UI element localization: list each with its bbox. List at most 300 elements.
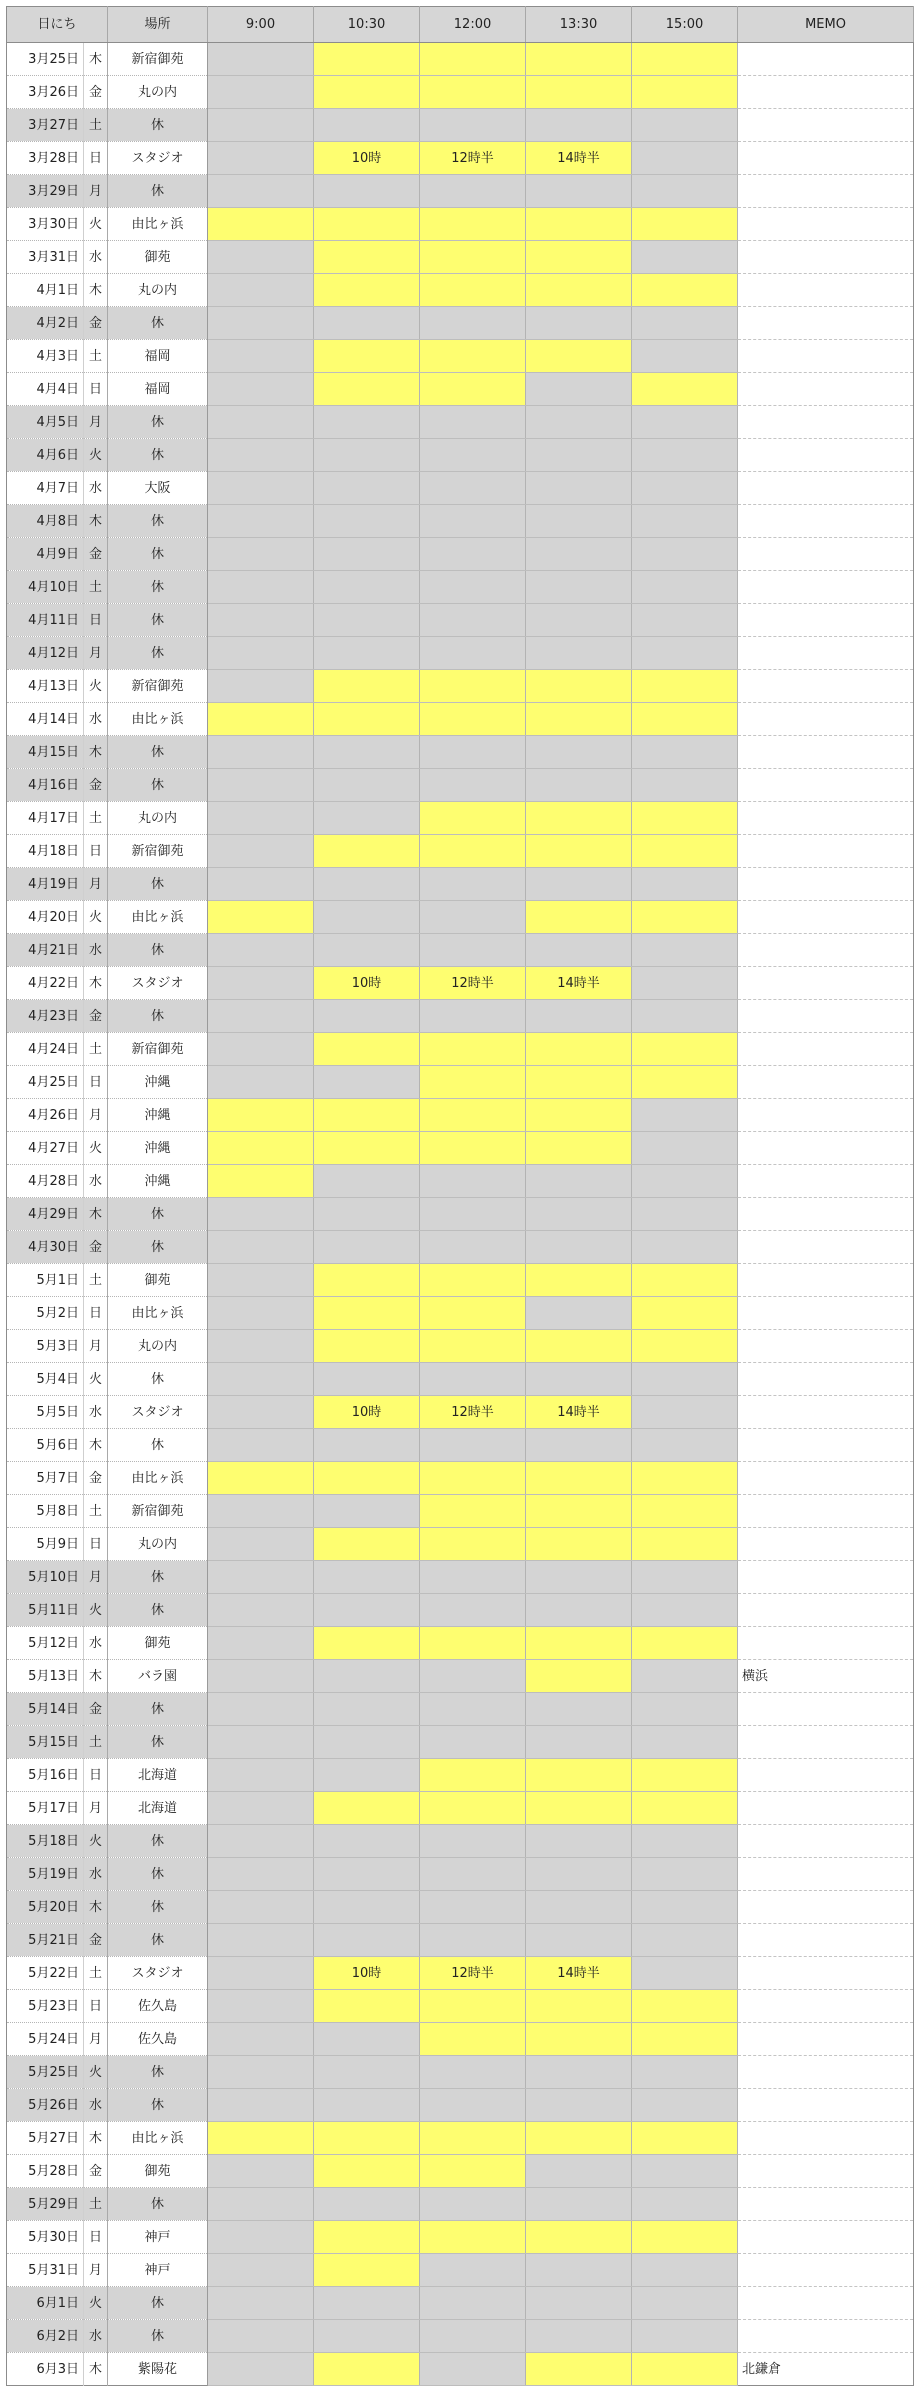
slot-1330[interactable] (526, 1198, 632, 1231)
slot-1330[interactable] (526, 2353, 632, 2386)
place-cell[interactable]: 紫陽花 (108, 2353, 208, 2386)
slot-1030[interactable] (314, 1858, 420, 1891)
slot-0900[interactable] (208, 1198, 314, 1231)
slot-1030[interactable] (314, 736, 420, 769)
slot-0900[interactable] (208, 769, 314, 802)
date-cell[interactable]: 5月26日 (7, 2089, 84, 2122)
memo-cell[interactable] (738, 835, 914, 868)
slot-1200[interactable] (420, 1330, 526, 1363)
place-cell[interactable]: 由比ヶ浜 (108, 901, 208, 934)
slot-1200[interactable] (420, 1792, 526, 1825)
place-cell[interactable]: 休 (108, 769, 208, 802)
date-cell[interactable]: 4月2日 (7, 307, 84, 340)
slot-0900[interactable] (208, 1264, 314, 1297)
slot-1330[interactable] (526, 835, 632, 868)
slot-1200[interactable] (420, 1099, 526, 1132)
place-cell[interactable]: 休 (108, 1924, 208, 1957)
weekday-cell[interactable]: 月 (84, 1792, 108, 1825)
place-cell[interactable]: 休 (108, 1693, 208, 1726)
memo-cell[interactable] (738, 1165, 914, 1198)
place-cell[interactable]: 佐久島 (108, 2023, 208, 2056)
date-cell[interactable]: 4月13日 (7, 670, 84, 703)
slot-1200[interactable] (420, 1231, 526, 1264)
slot-1500[interactable] (632, 1066, 738, 1099)
slot-1330[interactable] (526, 769, 632, 802)
slot-1330[interactable] (526, 472, 632, 505)
date-cell[interactable]: 5月20日 (7, 1891, 84, 1924)
slot-1030[interactable] (314, 1132, 420, 1165)
slot-1500[interactable] (632, 1990, 738, 2023)
date-cell[interactable]: 5月25日 (7, 2056, 84, 2089)
date-cell[interactable]: 5月19日 (7, 1858, 84, 1891)
place-cell[interactable]: 休 (108, 1231, 208, 1264)
memo-cell[interactable]: 北鎌倉 (738, 2353, 914, 2386)
slot-1030[interactable] (314, 637, 420, 670)
place-cell[interactable]: 休 (108, 637, 208, 670)
place-cell[interactable]: バラ園 (108, 1660, 208, 1693)
slot-0900[interactable] (208, 406, 314, 439)
slot-0900[interactable] (208, 1891, 314, 1924)
slot-1330[interactable] (526, 736, 632, 769)
slot-0900[interactable] (208, 1594, 314, 1627)
memo-cell[interactable] (738, 538, 914, 571)
slot-1500[interactable] (632, 2353, 738, 2386)
slot-1200[interactable] (420, 571, 526, 604)
slot-1330[interactable] (526, 1495, 632, 1528)
memo-cell[interactable] (738, 1231, 914, 1264)
memo-cell[interactable] (738, 1561, 914, 1594)
memo-cell[interactable] (738, 868, 914, 901)
slot-1500[interactable] (632, 241, 738, 274)
memo-cell[interactable] (738, 604, 914, 637)
slot-1200[interactable] (420, 1132, 526, 1165)
memo-cell[interactable] (738, 274, 914, 307)
slot-1330[interactable] (526, 1099, 632, 1132)
slot-1200[interactable] (420, 2320, 526, 2353)
slot-1200[interactable] (420, 934, 526, 967)
slot-1330[interactable] (526, 1891, 632, 1924)
date-cell[interactable]: 5月10日 (7, 1561, 84, 1594)
place-cell[interactable]: 由比ヶ浜 (108, 1297, 208, 1330)
place-cell[interactable]: 休 (108, 1363, 208, 1396)
slot-1500[interactable] (632, 307, 738, 340)
slot-1500[interactable] (632, 1132, 738, 1165)
memo-cell[interactable] (738, 1330, 914, 1363)
slot-1200[interactable] (420, 835, 526, 868)
slot-0900[interactable] (208, 802, 314, 835)
weekday-cell[interactable]: 水 (84, 1396, 108, 1429)
slot-1500[interactable] (632, 1363, 738, 1396)
place-cell[interactable]: 休 (108, 868, 208, 901)
slot-0900[interactable] (208, 1660, 314, 1693)
slot-1200[interactable] (420, 208, 526, 241)
slot-1500[interactable] (632, 142, 738, 175)
slot-1500[interactable] (632, 1528, 738, 1561)
place-cell[interactable]: 新宿御苑 (108, 835, 208, 868)
slot-1200[interactable] (420, 802, 526, 835)
slot-1030[interactable] (314, 1924, 420, 1957)
slot-1500[interactable] (632, 1825, 738, 1858)
place-cell[interactable]: 休 (108, 1891, 208, 1924)
slot-1500[interactable] (632, 703, 738, 736)
weekday-cell[interactable]: 日 (84, 2221, 108, 2254)
memo-cell[interactable] (738, 2089, 914, 2122)
slot-0900[interactable] (208, 2221, 314, 2254)
slot-1500[interactable] (632, 1099, 738, 1132)
weekday-cell[interactable]: 水 (84, 703, 108, 736)
slot-1030[interactable] (314, 1990, 420, 2023)
slot-1500[interactable] (632, 406, 738, 439)
slot-1200[interactable] (420, 703, 526, 736)
slot-1030[interactable] (314, 2155, 420, 2188)
weekday-cell[interactable]: 木 (84, 274, 108, 307)
slot-1200[interactable] (420, 1264, 526, 1297)
place-cell[interactable]: 新宿御苑 (108, 1033, 208, 1066)
slot-1330[interactable] (526, 538, 632, 571)
weekday-cell[interactable]: 土 (84, 1033, 108, 1066)
date-cell[interactable]: 5月4日 (7, 1363, 84, 1396)
date-cell[interactable]: 5月18日 (7, 1825, 84, 1858)
date-cell[interactable]: 5月9日 (7, 1528, 84, 1561)
slot-1500[interactable] (632, 1495, 738, 1528)
slot-1330[interactable] (526, 43, 632, 76)
slot-0900[interactable] (208, 1858, 314, 1891)
slot-1200[interactable] (420, 43, 526, 76)
slot-1330[interactable] (526, 1165, 632, 1198)
slot-1330[interactable] (526, 1825, 632, 1858)
slot-1500[interactable] (632, 1165, 738, 1198)
date-cell[interactable]: 5月6日 (7, 1429, 84, 1462)
slot-1200[interactable] (420, 769, 526, 802)
weekday-cell[interactable]: 金 (84, 1000, 108, 1033)
slot-0900[interactable] (208, 373, 314, 406)
date-cell[interactable]: 6月1日 (7, 2287, 84, 2320)
slot-1500[interactable] (632, 340, 738, 373)
memo-cell[interactable] (738, 241, 914, 274)
slot-0900[interactable] (208, 1957, 314, 1990)
slot-1200[interactable] (420, 2122, 526, 2155)
slot-1030[interactable] (314, 1297, 420, 1330)
date-cell[interactable]: 5月22日 (7, 1957, 84, 1990)
date-cell[interactable]: 3月30日 (7, 208, 84, 241)
slot-1500[interactable] (632, 967, 738, 1000)
slot-1500[interactable] (632, 1396, 738, 1429)
slot-0900[interactable] (208, 736, 314, 769)
place-cell[interactable]: 休 (108, 571, 208, 604)
slot-1200[interactable] (420, 1825, 526, 1858)
slot-1030[interactable] (314, 769, 420, 802)
slot-1330[interactable] (526, 1462, 632, 1495)
date-cell[interactable]: 4月7日 (7, 472, 84, 505)
memo-cell[interactable] (738, 340, 914, 373)
slot-1030[interactable] (314, 1528, 420, 1561)
slot-0900[interactable] (208, 934, 314, 967)
slot-1330[interactable] (526, 373, 632, 406)
slot-0900[interactable] (208, 142, 314, 175)
place-cell[interactable]: 丸の内 (108, 1330, 208, 1363)
date-cell[interactable]: 4月17日 (7, 802, 84, 835)
place-cell[interactable]: 沖縄 (108, 1066, 208, 1099)
weekday-cell[interactable]: 火 (84, 1594, 108, 1627)
date-cell[interactable]: 3月25日 (7, 43, 84, 76)
slot-1330[interactable] (526, 274, 632, 307)
slot-0900[interactable] (208, 1759, 314, 1792)
slot-1030[interactable]: 10時 (314, 967, 420, 1000)
slot-1500[interactable] (632, 538, 738, 571)
slot-1330[interactable] (526, 703, 632, 736)
date-cell[interactable]: 4月30日 (7, 1231, 84, 1264)
slot-1030[interactable] (314, 175, 420, 208)
place-cell[interactable]: 休 (108, 439, 208, 472)
slot-1330[interactable] (526, 307, 632, 340)
weekday-cell[interactable]: 日 (84, 604, 108, 637)
slot-1500[interactable] (632, 1297, 738, 1330)
slot-1200[interactable] (420, 1891, 526, 1924)
memo-cell[interactable] (738, 901, 914, 934)
slot-1200[interactable] (420, 1726, 526, 1759)
slot-0900[interactable] (208, 2287, 314, 2320)
slot-1030[interactable] (314, 1792, 420, 1825)
place-cell[interactable]: 休 (108, 2287, 208, 2320)
slot-1200[interactable] (420, 1594, 526, 1627)
slot-1200[interactable]: 12時半 (420, 1957, 526, 1990)
slot-1330[interactable] (526, 2155, 632, 2188)
slot-1500[interactable] (632, 175, 738, 208)
weekday-cell[interactable]: 土 (84, 571, 108, 604)
slot-1330[interactable] (526, 2287, 632, 2320)
place-cell[interactable]: 北海道 (108, 1759, 208, 1792)
slot-1030[interactable]: 10時 (314, 1396, 420, 1429)
slot-1500[interactable] (632, 373, 738, 406)
date-cell[interactable]: 5月16日 (7, 1759, 84, 1792)
slot-1500[interactable] (632, 1792, 738, 1825)
slot-0900[interactable] (208, 670, 314, 703)
slot-1200[interactable] (420, 1990, 526, 2023)
slot-1330[interactable] (526, 1693, 632, 1726)
weekday-cell[interactable]: 火 (84, 2287, 108, 2320)
memo-cell[interactable] (738, 373, 914, 406)
date-cell[interactable]: 5月14日 (7, 1693, 84, 1726)
weekday-cell[interactable]: 金 (84, 307, 108, 340)
weekday-cell[interactable]: 火 (84, 2056, 108, 2089)
date-cell[interactable]: 5月13日 (7, 1660, 84, 1693)
slot-1030[interactable] (314, 241, 420, 274)
memo-cell[interactable] (738, 1066, 914, 1099)
place-cell[interactable]: 休 (108, 1726, 208, 1759)
slot-1030[interactable] (314, 1000, 420, 1033)
date-cell[interactable]: 4月1日 (7, 274, 84, 307)
weekday-cell[interactable]: 火 (84, 670, 108, 703)
slot-1200[interactable] (420, 340, 526, 373)
slot-1500[interactable] (632, 769, 738, 802)
slot-1500[interactable] (632, 802, 738, 835)
slot-1030[interactable] (314, 1462, 420, 1495)
slot-1200[interactable] (420, 1066, 526, 1099)
memo-cell[interactable] (738, 1726, 914, 1759)
slot-1330[interactable] (526, 2188, 632, 2221)
slot-1330[interactable] (526, 208, 632, 241)
slot-1030[interactable] (314, 340, 420, 373)
slot-0900[interactable] (208, 1099, 314, 1132)
place-cell[interactable]: 休 (108, 934, 208, 967)
date-cell[interactable]: 4月10日 (7, 571, 84, 604)
date-cell[interactable]: 5月5日 (7, 1396, 84, 1429)
slot-1200[interactable] (420, 1759, 526, 1792)
memo-cell[interactable] (738, 1462, 914, 1495)
slot-1330[interactable] (526, 934, 632, 967)
slot-1030[interactable] (314, 538, 420, 571)
slot-1030[interactable] (314, 373, 420, 406)
memo-cell[interactable] (738, 1594, 914, 1627)
slot-1030[interactable] (314, 1561, 420, 1594)
weekday-cell[interactable]: 日 (84, 835, 108, 868)
date-cell[interactable]: 4月8日 (7, 505, 84, 538)
weekday-cell[interactable]: 水 (84, 1858, 108, 1891)
memo-cell[interactable] (738, 1858, 914, 1891)
slot-1500[interactable] (632, 1000, 738, 1033)
slot-0900[interactable] (208, 472, 314, 505)
slot-1030[interactable] (314, 439, 420, 472)
slot-0900[interactable] (208, 2023, 314, 2056)
memo-cell[interactable] (738, 1198, 914, 1231)
slot-1200[interactable] (420, 1693, 526, 1726)
slot-1030[interactable] (314, 1660, 420, 1693)
slot-1330[interactable] (526, 505, 632, 538)
memo-cell[interactable] (738, 1825, 914, 1858)
slot-1500[interactable] (632, 1231, 738, 1264)
weekday-cell[interactable]: 火 (84, 1363, 108, 1396)
slot-1200[interactable]: 12時半 (420, 967, 526, 1000)
slot-0900[interactable] (208, 1495, 314, 1528)
memo-cell[interactable] (738, 1033, 914, 1066)
slot-1500[interactable] (632, 2122, 738, 2155)
slot-1500[interactable] (632, 934, 738, 967)
slot-1500[interactable] (632, 2056, 738, 2089)
weekday-cell[interactable]: 月 (84, 637, 108, 670)
slot-1200[interactable] (420, 538, 526, 571)
weekday-cell[interactable]: 火 (84, 439, 108, 472)
date-cell[interactable]: 6月2日 (7, 2320, 84, 2353)
slot-1030[interactable] (314, 1759, 420, 1792)
slot-1200[interactable]: 12時半 (420, 142, 526, 175)
memo-cell[interactable] (738, 1990, 914, 2023)
slot-1030[interactable] (314, 1033, 420, 1066)
weekday-cell[interactable]: 木 (84, 2122, 108, 2155)
weekday-cell[interactable]: 日 (84, 373, 108, 406)
slot-1330[interactable] (526, 1363, 632, 1396)
slot-1330[interactable] (526, 175, 632, 208)
weekday-cell[interactable]: 木 (84, 505, 108, 538)
slot-1200[interactable] (420, 1561, 526, 1594)
slot-1500[interactable] (632, 670, 738, 703)
slot-1200[interactable] (420, 1462, 526, 1495)
date-cell[interactable]: 4月24日 (7, 1033, 84, 1066)
slot-1200[interactable] (420, 1297, 526, 1330)
slot-1030[interactable] (314, 1495, 420, 1528)
slot-1030[interactable] (314, 1627, 420, 1660)
slot-1200[interactable] (420, 1363, 526, 1396)
slot-1200[interactable] (420, 406, 526, 439)
slot-1500[interactable] (632, 1957, 738, 1990)
place-cell[interactable]: 新宿御苑 (108, 670, 208, 703)
slot-1200[interactable] (420, 439, 526, 472)
date-cell[interactable]: 4月28日 (7, 1165, 84, 1198)
place-cell[interactable]: 休 (108, 538, 208, 571)
date-cell[interactable]: 3月26日 (7, 76, 84, 109)
slot-0900[interactable] (208, 439, 314, 472)
slot-1200[interactable] (420, 1495, 526, 1528)
place-cell[interactable]: 福岡 (108, 340, 208, 373)
slot-1330[interactable] (526, 76, 632, 109)
slot-1500[interactable] (632, 1627, 738, 1660)
slot-1200[interactable] (420, 901, 526, 934)
memo-cell[interactable] (738, 307, 914, 340)
slot-1330[interactable] (526, 2056, 632, 2089)
place-cell[interactable]: 福岡 (108, 373, 208, 406)
slot-1500[interactable] (632, 1660, 738, 1693)
slot-1030[interactable] (314, 1330, 420, 1363)
date-cell[interactable]: 4月25日 (7, 1066, 84, 1099)
slot-1330[interactable] (526, 1330, 632, 1363)
slot-1030[interactable] (314, 1231, 420, 1264)
date-cell[interactable]: 5月2日 (7, 1297, 84, 1330)
date-cell[interactable]: 5月27日 (7, 2122, 84, 2155)
place-cell[interactable]: 大阪 (108, 472, 208, 505)
weekday-cell[interactable]: 水 (84, 1165, 108, 1198)
slot-1500[interactable] (632, 1924, 738, 1957)
weekday-cell[interactable]: 木 (84, 1429, 108, 1462)
slot-1330[interactable] (526, 670, 632, 703)
slot-1030[interactable] (314, 670, 420, 703)
slot-1200[interactable] (420, 373, 526, 406)
slot-0900[interactable] (208, 604, 314, 637)
memo-cell[interactable] (738, 2254, 914, 2287)
slot-1030[interactable] (314, 1825, 420, 1858)
weekday-cell[interactable]: 水 (84, 2320, 108, 2353)
slot-1030[interactable]: 10時 (314, 1957, 420, 1990)
weekday-cell[interactable]: 火 (84, 1132, 108, 1165)
slot-1030[interactable] (314, 1264, 420, 1297)
weekday-cell[interactable]: 木 (84, 1891, 108, 1924)
weekday-cell[interactable]: 木 (84, 736, 108, 769)
place-cell[interactable]: 休 (108, 2320, 208, 2353)
slot-1200[interactable] (420, 2056, 526, 2089)
slot-0900[interactable] (208, 1429, 314, 1462)
place-cell[interactable]: 佐久島 (108, 1990, 208, 2023)
slot-1200[interactable] (420, 1429, 526, 1462)
date-cell[interactable]: 3月27日 (7, 109, 84, 142)
date-cell[interactable]: 5月17日 (7, 1792, 84, 1825)
slot-1500[interactable] (632, 1693, 738, 1726)
slot-1500[interactable] (632, 2155, 738, 2188)
weekday-cell[interactable]: 日 (84, 1990, 108, 2023)
place-cell[interactable]: 丸の内 (108, 76, 208, 109)
place-cell[interactable]: 由比ヶ浜 (108, 703, 208, 736)
slot-1200[interactable] (420, 2155, 526, 2188)
slot-1500[interactable] (632, 1198, 738, 1231)
slot-1200[interactable] (420, 1858, 526, 1891)
slot-1200[interactable] (420, 2254, 526, 2287)
place-cell[interactable]: 休 (108, 175, 208, 208)
weekday-cell[interactable]: 金 (84, 538, 108, 571)
slot-1030[interactable] (314, 802, 420, 835)
slot-0900[interactable] (208, 175, 314, 208)
slot-1200[interactable] (420, 1165, 526, 1198)
date-cell[interactable]: 6月3日 (7, 2353, 84, 2386)
slot-0900[interactable] (208, 1693, 314, 1726)
slot-1200[interactable] (420, 2287, 526, 2320)
slot-0900[interactable] (208, 76, 314, 109)
